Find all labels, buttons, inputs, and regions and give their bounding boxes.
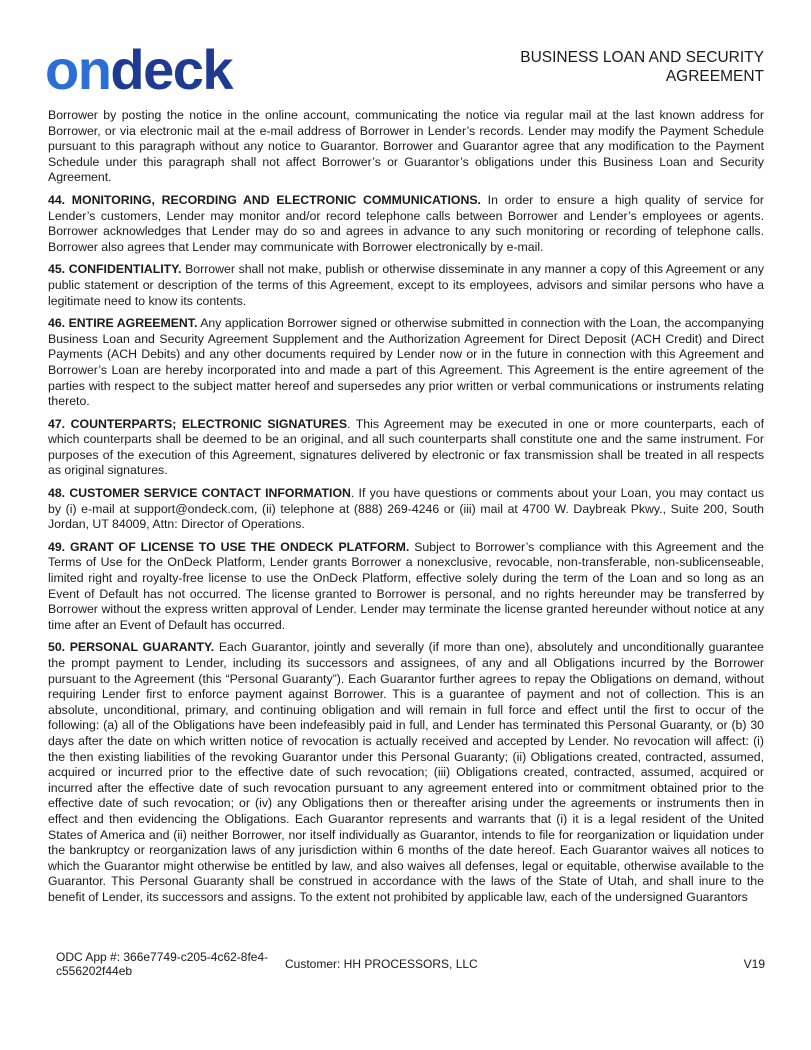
section-47 <box>48 417 764 479</box>
ondeck-logo <box>45 38 233 101</box>
agreement-body <box>48 108 764 913</box>
document-title-line-1: BUSINESS LOAN AND SECURITY <box>520 49 764 66</box>
section-50-body: Each Guarantor, jointly and severally (if more than one), absolutely and unconditionally guarantee the prompt payment to Lender, including its successors and assignees, of any and all Obligations incurred by the Borrower pursuant to the Agreement (this “Personal Guaranty”). Each Guarantor further agrees to repay the Obligations on demand, without requiring Lender first to enforce payment against Borrower. This is a guarantee of payment and not of collection. This is an absolute, unconditional, primary, and continuing obligation and will remain in full force and effect until the first to occur of the following: (a) all of the Obligations have been indefeasibly paid in full, and Lender has terminated this Personal Guaranty, or (b) 30 days after the date on which written notice of revocation is actually received and accepted by Lender. No revocation will affect: (i) the then existing liabilities of the revoking Guarantor under this Personal Guaranty; (ii) Obligations created, contracted, assumed, acquired or incurred prior to the effective date of such revocation; (iii) Obligations created, contracted, assumed, acquired or incurred after the effective date of such revocation pursuant to any agreement entered into or commitment obtained prior to the effective date of such revocation; or (iv) any Obligations then or thereafter arising under the agreements or instruments then in effect and then evidencing the Obligations. Each Guarantor represents and warrants that (i) it is a legal resident of the United States of America and (ii) neither Borrower, nor itself individually as Guarantor, intends to file for reorganization or liquidation under the bankruptcy or reorganization laws of any jurisdiction within 6 months of the date hereof. Each Guarantor waives all notices to which the Guarantor might otherwise be entitled by law, and also waives all defenses, legal or equitable, otherwise available to the Guarantor. This Personal Guaranty shall be construed in accordance with the laws of the State of Utah, and shall inure to the benefit of Lender, its successors and assigns. To the extent not prohibited by applicable law, each of the undersigned Guarantors <box>48 640 764 904</box>
logo-part-deck: deck <box>110 38 233 101</box>
section-46 <box>48 316 764 410</box>
section-50-heading: 50. PERSONAL GUARANTY. <box>48 640 215 655</box>
section-47-heading: 47. COUNTERPARTS; ELECTRONIC SIGNATURES <box>48 416 348 431</box>
customer-name: Customer: HH PROCESSORS, LLC <box>285 957 478 971</box>
section-46-heading: 46. ENTIRE AGREEMENT. <box>48 316 198 331</box>
section-48-body: . If you have questions or comments about your Loan, you may contact us by (i) e-mail at support@ondeck.com, (ii) telephone at (888) 269-4246 or (iii) mail at 4700 W. Daybreak Pkwy., Suite 200, South Jordan, UT 84009, Attn: Director of Operations. <box>48 486 764 532</box>
section-49-heading: 49. GRANT OF LICENSE TO USE THE ONDECK PLATFORM. <box>48 539 410 554</box>
section-45 <box>48 262 764 309</box>
document-title <box>444 48 764 86</box>
section-46-body: Any application Borrower signed or otherwise submitted in connection with the Loan, the accompanying Business Loan and Security Agreement Supplement and the Authorization Agreement for Direct Deposit (ACH Credit) and Direct Payments (ACH Debits) and any other documents required by Lender now or in the future in connection with this Agreement and Borrower’s Loan are hereby incorporated into and made a part of this Agreement. This Agreement is the entire agreement of the parties with respect to the subject matter hereof and supersedes any prior written or verbal communications or instruments relating thereto. <box>48 316 764 409</box>
section-49-body: Subject to Borrower’s compliance with this Agreement and the Terms of Use for the OnDeck Platform, Lender grants Borrower a nonexclusive, revocable, non-transferable, non-sublicenseable, limited right and royalty-free license to use the OnDeck Platform, effective solely during the term of the Loan and so long as an Event of Default has not occurred. The license granted to Borrower is personal, and no rights hereunder may be transferred by Borrower without the express written approval of Lender. Lender may terminate the license granted hereunder without notice at any time after an Event of Default has occurred. <box>48 539 764 632</box>
section-48 <box>48 486 764 533</box>
section-45-heading: 45. CONFIDENTIALITY. <box>48 262 182 277</box>
section-49 <box>48 540 764 634</box>
section-45-body: Borrower shall not make, publish or otherwise disseminate in any manner a copy of this Agreement or any public statement or description of the terms of this Agreement, except to its employees, advisors and similar persons who have a legitimate need to know its contents. <box>48 262 764 308</box>
logo-part-on: on <box>45 38 111 101</box>
section-44 <box>48 193 764 255</box>
section-47-body: . This Agreement may be executed in one or more counterparts, each of which counterparts shall be deemed to be an original, and all such counterparts shall constitute one and the same instrument. For purposes of the execution of this Agreement, signatures delivered by electronic or fax transmission shall be treated in all respects as original signatures. <box>48 416 764 478</box>
page-footer <box>0 950 811 990</box>
document-title-line-2: AGREEMENT <box>665 68 764 85</box>
app-number: ODC App #: 366e7749-c205-4c62-8fe4-c556202f44eb <box>56 950 269 978</box>
intro-paragraph: Borrower by posting the notice in the online account, communicating the notice via regular mail at the last known address for Borrower, or via electronic mail at the e-mail address of Borrower in Lender’s records. Lender may modify the Payment Schedule pursuant to this paragraph without any notice to Guarantor. Borrower and Guarantor agree that any modification to the Payment Schedule under this paragraph shall not affect Borrower’s or Guarantor’s obligations under this Business Loan and Security Agreement. <box>48 108 764 185</box>
section-44-body: In order to ensure a high quality of service for Lender’s customers, Lender may monitor and/or record telephone calls between Borrower and Lender’s employees or agents. Borrower acknowledges that Lender may do so and agrees in advance to any such monitoring or recording of telephone calls. Borrower also agrees that Lender may communicate with Borrower electronically by e-mail. <box>48 192 764 254</box>
section-44-heading: 44. MONITORING, RECORDING AND ELECTRONIC COMMUNICATIONS. <box>48 192 481 207</box>
section-50 <box>48 640 764 905</box>
section-48-heading: 48. CUSTOMER SERVICE CONTACT INFORMATION <box>48 486 351 501</box>
version-label: V19 <box>743 957 765 971</box>
